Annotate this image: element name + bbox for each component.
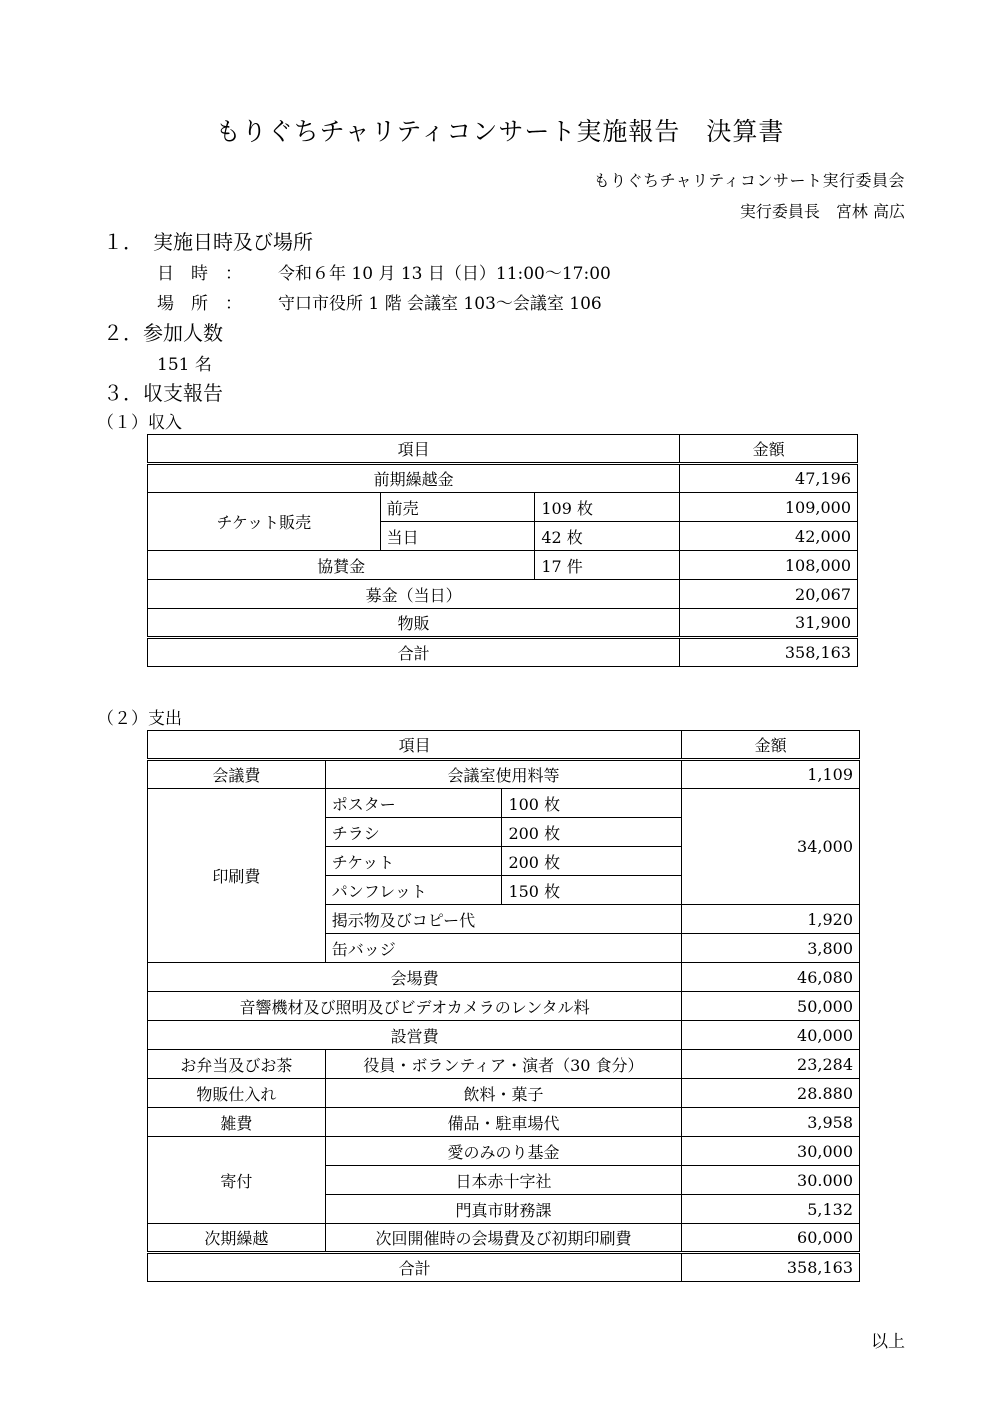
- misc-label: 雑費: [148, 1108, 326, 1137]
- income-table: [147, 434, 858, 667]
- sponsor-amount: 108,000: [680, 551, 858, 580]
- section2-heading: ２．参加人数: [103, 321, 223, 345]
- poster-label: ポスター: [325, 789, 502, 818]
- goods-purchase-label: 物販仕入れ: [148, 1079, 326, 1108]
- rental-amount: 50,000: [682, 992, 860, 1021]
- presale-amount: 109,000: [680, 493, 858, 522]
- table-row: [148, 760, 860, 789]
- donation3-label: 門真市財務課: [325, 1195, 681, 1224]
- table-row: [148, 1021, 860, 1050]
- table-row: [148, 493, 858, 522]
- table-row: [148, 435, 858, 464]
- table-row: [148, 992, 860, 1021]
- income-header-amount: 金額: [680, 435, 858, 464]
- table-row: [148, 1137, 860, 1166]
- place-label: 場 所 ：: [157, 294, 242, 314]
- table-row: [148, 1108, 860, 1137]
- pamphlet-label: パンフレット: [325, 876, 502, 905]
- table-row: [148, 731, 860, 760]
- next-carry-label: 次期繰越: [148, 1224, 326, 1253]
- sameday-label: 当日: [380, 522, 535, 551]
- donation2-label: 日本赤十字社: [325, 1166, 681, 1195]
- section1-heading: １． 実施日時及び場所: [103, 230, 313, 254]
- bento-amount: 23,284: [682, 1050, 860, 1079]
- closing-mark: 以上: [871, 1332, 905, 1352]
- table-row: [148, 1224, 860, 1253]
- income-total-amount: 358,163: [680, 638, 858, 667]
- donation2-amount: 30.000: [682, 1166, 860, 1195]
- copies-label: 掲示物及びコピー代: [325, 905, 681, 934]
- carryover-label: 前期繰越金: [148, 464, 680, 493]
- table-row: [148, 609, 858, 638]
- copies-amount: 1,920: [682, 905, 860, 934]
- table-row: [148, 638, 858, 667]
- badge-amount: 3,800: [682, 934, 860, 963]
- goods-label: 物販: [148, 609, 680, 638]
- venue-amount: 46,080: [682, 963, 860, 992]
- donation-label: 募金（当日）: [148, 580, 680, 609]
- presale-label: 前売: [380, 493, 535, 522]
- setup-label: 設営費: [148, 1021, 682, 1050]
- table-row: [148, 963, 860, 992]
- income-total-label: 合計: [148, 638, 680, 667]
- sponsor-label: 協賛金: [148, 551, 535, 580]
- date-label: 日 時 ：: [157, 264, 242, 284]
- goods-purchase-detail: 飲料・菓子: [325, 1079, 681, 1108]
- sameday-qty: 42 枚: [535, 522, 680, 551]
- donation3-amount: 5,132: [682, 1195, 860, 1224]
- chairperson: 実行委員長 宮林 高広: [739, 202, 905, 221]
- place-value: 守口市役所 1 階 会議室 103〜会議室 106: [278, 294, 602, 314]
- carryover-amount: 47,196: [680, 464, 858, 493]
- document-title: もりぐちチャリティコンサート実施報告 決算書: [215, 117, 785, 146]
- expense-caption: （２）支出: [97, 709, 182, 729]
- meeting-label: 会議費: [148, 760, 326, 789]
- flyer-qty: 200 枚: [502, 818, 682, 847]
- flyer-label: チラシ: [325, 818, 502, 847]
- meeting-detail: 会議室使用料等: [325, 760, 681, 789]
- donation1-amount: 30,000: [682, 1137, 860, 1166]
- table-row: [148, 1050, 860, 1079]
- badge-label: 缶バッジ: [325, 934, 681, 963]
- expense-total-amount: 358,163: [682, 1253, 860, 1282]
- table-row: [148, 464, 858, 493]
- income-caption: （１）収入: [97, 413, 182, 433]
- income-header-item: 項目: [148, 435, 680, 464]
- date-value: 令和６年 10 月 13 日（日）11:00〜17:00: [278, 264, 611, 284]
- misc-amount: 3,958: [682, 1108, 860, 1137]
- pamphlet-qty: 150 枚: [502, 876, 682, 905]
- printing-amount: 34,000: [682, 789, 860, 905]
- sponsor-qty: 17 件: [535, 551, 680, 580]
- table-row: [148, 580, 858, 609]
- next-carry-amount: 60,000: [682, 1224, 860, 1253]
- rental-label: 音響機材及び照明及びビデオカメラのレンタル料: [148, 992, 682, 1021]
- ticket-label: チケット: [325, 847, 502, 876]
- table-row: [148, 551, 858, 580]
- section3-heading: ３．収支報告: [103, 381, 223, 405]
- meeting-amount: 1,109: [682, 760, 860, 789]
- attendance-value: 151 名: [157, 355, 212, 375]
- goods-purchase-amount: 28.880: [682, 1079, 860, 1108]
- organization-name: もりぐちチャリティコンサート実行委員会: [593, 171, 905, 190]
- poster-qty: 100 枚: [502, 789, 682, 818]
- donation-expense-label: 寄付: [148, 1137, 326, 1224]
- printing-label: 印刷費: [148, 789, 326, 963]
- donation-amount: 20,067: [680, 580, 858, 609]
- expense-header-amount: 金額: [682, 731, 860, 760]
- expense-total-label: 合計: [148, 1253, 682, 1282]
- goods-amount: 31,900: [680, 609, 858, 638]
- misc-detail: 備品・駐車場代: [325, 1108, 681, 1137]
- next-carry-detail: 次回開催時の会場費及び初期印刷費: [325, 1224, 681, 1253]
- setup-amount: 40,000: [682, 1021, 860, 1050]
- bento-detail: 役員・ボランティア・演者（30 食分）: [325, 1050, 681, 1079]
- ticket-qty: 200 枚: [502, 847, 682, 876]
- expense-header-item: 項目: [148, 731, 682, 760]
- venue-label: 会場費: [148, 963, 682, 992]
- presale-qty: 109 枚: [535, 493, 680, 522]
- donation1-label: 愛のみのり基金: [325, 1137, 681, 1166]
- table-row: [148, 789, 860, 818]
- ticket-sales-label: チケット販売: [148, 493, 381, 551]
- table-row: [148, 1079, 860, 1108]
- expense-table: [147, 730, 860, 1282]
- sameday-amount: 42,000: [680, 522, 858, 551]
- table-row: [148, 1253, 860, 1282]
- bento-label: お弁当及びお茶: [148, 1050, 326, 1079]
